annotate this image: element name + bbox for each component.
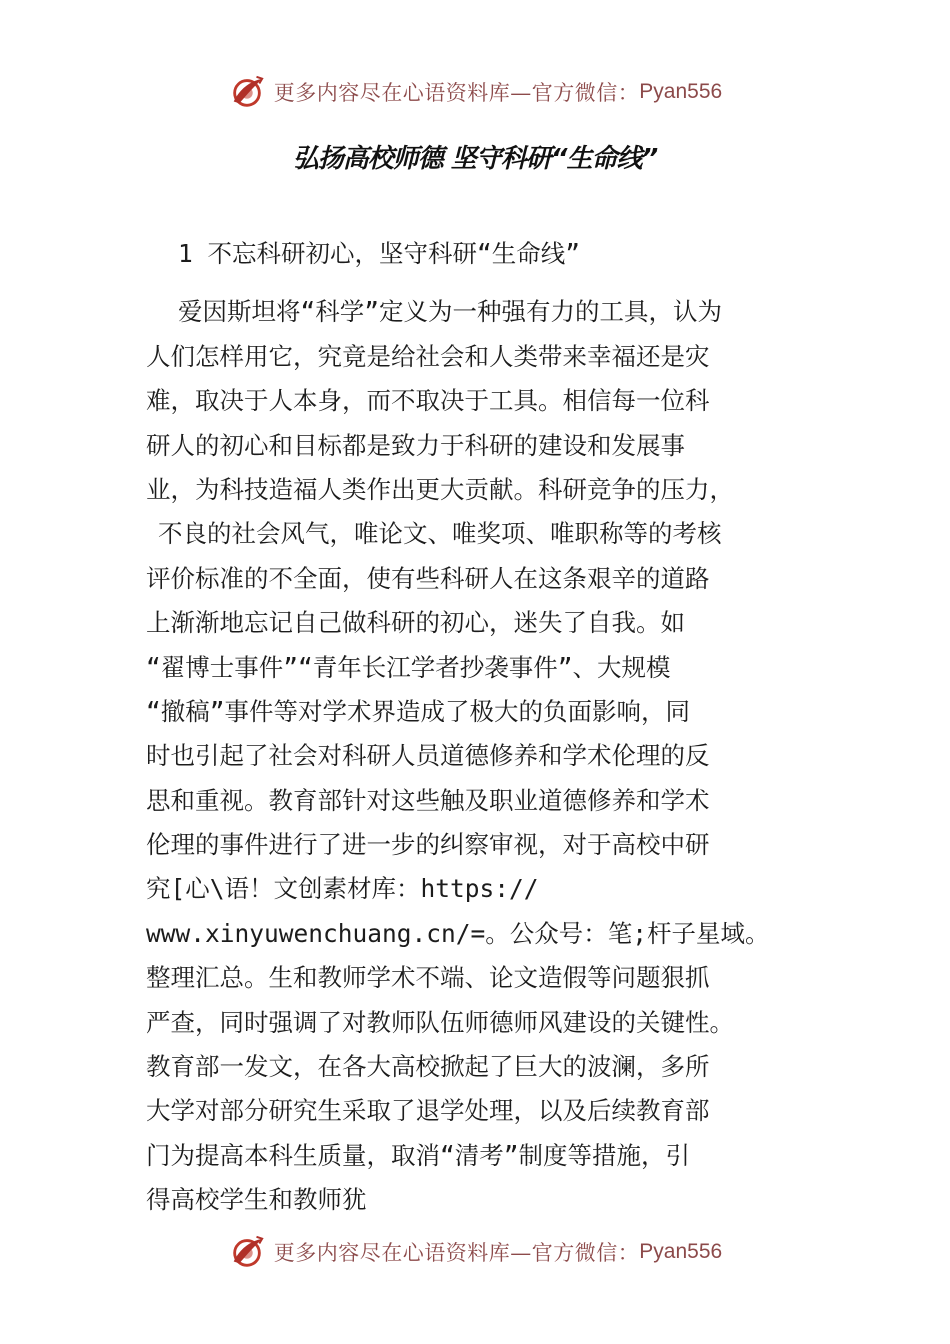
body-line: 不良的社会风气，唯论文、唯奖项、唯职称等的考核	[158, 519, 722, 549]
document-title: 弘扬高校师德 坚守科研“生命线”	[292, 144, 658, 174]
body-line: 得高校学生和教师犹	[146, 1185, 367, 1215]
body-line: 研人的初心和目标都是致力于科研的建设和发展事	[146, 430, 685, 460]
header-watermark-banner	[0, 70, 950, 114]
body-line: 评价标准的不全面，使有些科研人在这条艰辛的道路	[146, 563, 710, 593]
body-line: 伦理的事件进行了进一步的纠察审视，对于高校中研	[146, 830, 710, 860]
body-line: 爱因斯坦将“科学”定义为一种强有力的工具，认为	[178, 297, 722, 327]
body-line: 整理汇总。生和教师学术不端、论文造假等问题狠抓	[146, 963, 710, 993]
body-line: “翟博士事件”“青年长江学者抄袭事件”、大规模	[146, 652, 671, 682]
banner-text: 更多内容尽在心语资料库—官方微信：	[273, 1241, 640, 1265]
body-line: 门为提高本科生质量，取消“清考”制度等措施，引	[146, 1140, 690, 1170]
body-line: 人们怎样用它，究竟是给社会和人类带来幸福还是灾	[146, 341, 710, 371]
body-line: 业，为科技造福人类作出更大贡献。科研竞争的压力，	[146, 474, 734, 504]
body-line: 上渐渐地忘记自己做科研的初心，迷失了自我。如	[146, 608, 685, 638]
body-line: “撤稿”事件等对学术界造成了极大的负面影响，同	[146, 696, 690, 726]
body-line: 时也引起了社会对科研人员道德修养和学术伦理的反	[146, 741, 710, 771]
section-heading: 1 不忘科研初心，坚守科研“生命线”	[178, 239, 580, 268]
xinyu-logo-icon	[228, 1233, 266, 1271]
body-line: 思和重视。教育部针对这些触及职业道德修养和学术	[146, 785, 710, 815]
body-line: 教育部一发文，在各大高校掀起了巨大的波澜，多所	[146, 1052, 710, 1082]
body-line: 难，取决于人本身，而不取决于工具。相信每一位科	[146, 386, 710, 416]
xinyu-logo-icon	[228, 73, 266, 111]
wechat-id: Pyan556	[639, 1240, 723, 1263]
wechat-id: Pyan556	[639, 80, 723, 103]
footer-watermark-banner	[0, 1230, 950, 1274]
body-line: www.xinyuwenchuang.cn/=。公众号：笔;杆子星域。	[146, 918, 770, 948]
document-body	[146, 232, 826, 1223]
banner-text: 更多内容尽在心语资料库—官方微信：	[273, 81, 640, 105]
body-line: 究[心\语！文创素材库：https://	[146, 874, 539, 904]
body-line: 大学对部分研究生采取了退学处理，以及后续教育部	[146, 1096, 710, 1126]
body-line: 严查，同时强调了对教师队伍师德师风建设的关键性。	[146, 1007, 734, 1037]
